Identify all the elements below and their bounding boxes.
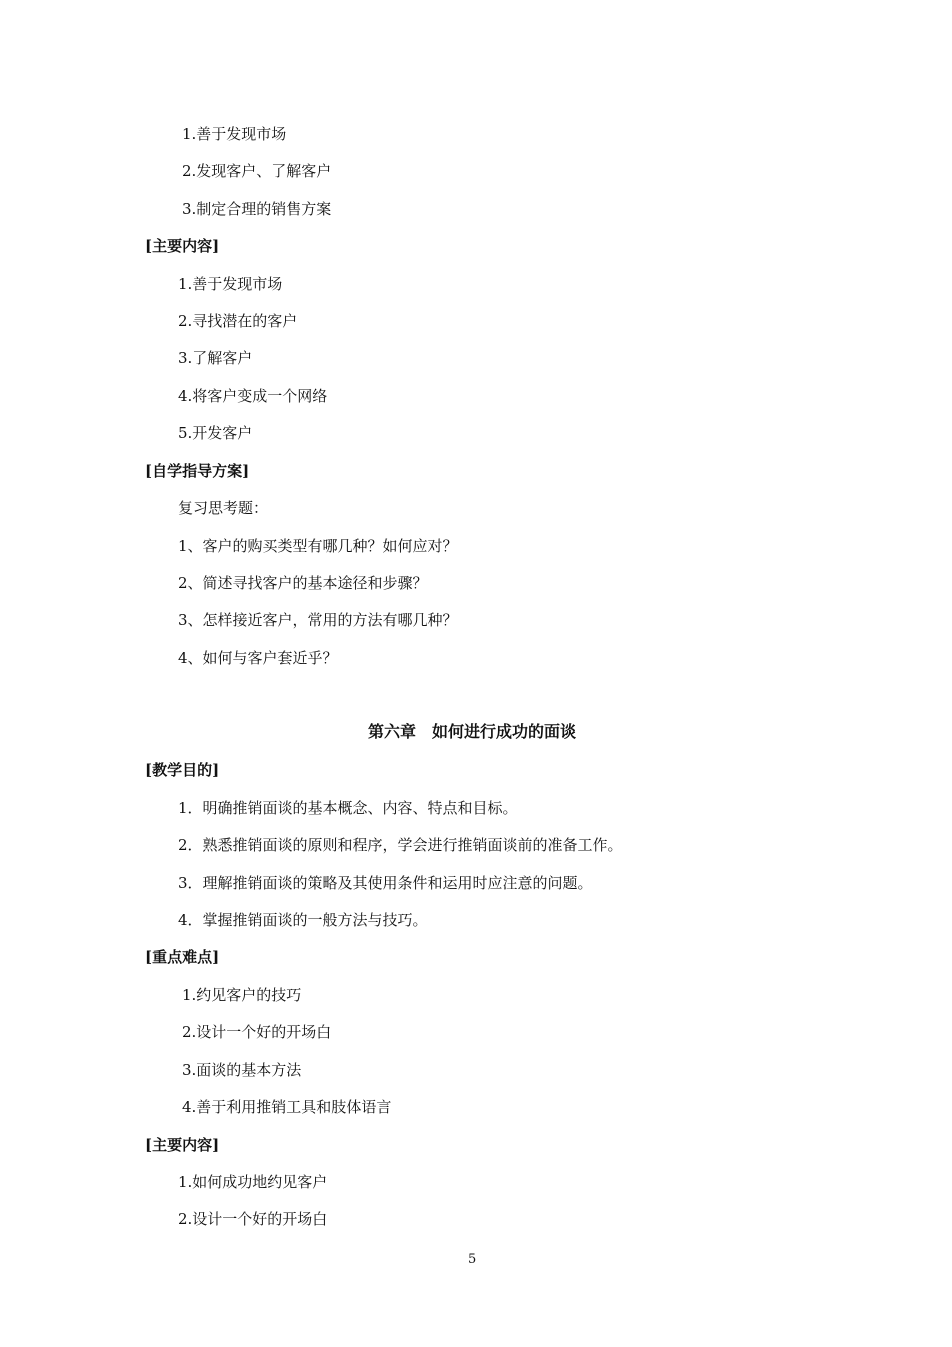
- chapter6-content-heading: [主要内容]: [145, 1136, 220, 1154]
- content-item-1: 1.善于发现市场: [178, 275, 283, 293]
- goal-item-2: 2.发现客户、了解客户: [182, 162, 332, 180]
- teaching-purpose-item-3: 3．理解推销面谈的策略及其使用条件和运用时应注意的问题。: [178, 874, 593, 892]
- teaching-purpose-heading: [教学目的]: [145, 761, 220, 779]
- review-label: 复习思考题：: [178, 499, 269, 517]
- key-point-item-1: 1.约见客户的技巧: [182, 986, 302, 1004]
- review-question-3: 3、怎样接近客户，常用的方法有哪几种？: [178, 611, 458, 629]
- review-question-1: 1、客户的购买类型有哪几种？如何应对？: [178, 537, 458, 555]
- key-points-heading: [重点难点]: [145, 948, 220, 966]
- key-point-item-3: 3.面谈的基本方法: [182, 1061, 302, 1079]
- chapter6-content-item-1: 1.如何成功地约见客户: [178, 1173, 328, 1191]
- chapter-title: 第六章 如何进行成功的面谈: [368, 722, 577, 741]
- review-question-2: 2、简述寻找客户的基本途径和步骤？: [178, 574, 428, 592]
- page-number: 5: [468, 1252, 477, 1267]
- chapter6-content-item-2: 2.设计一个好的开场白: [178, 1210, 328, 1228]
- review-question-4: 4、如何与客户套近乎？: [178, 649, 338, 667]
- teaching-purpose-item-4: 4．掌握推销面谈的一般方法与技巧。: [178, 911, 428, 929]
- section1-content-heading: [主要内容]: [145, 237, 220, 255]
- teaching-purpose-item-1: 1．明确推销面谈的基本概念、内容、特点和目标。: [178, 799, 518, 817]
- content-item-3: 3.了解客户: [178, 349, 253, 367]
- goal-item-1: 1.善于发现市场: [182, 125, 287, 143]
- content-item-4: 4.将客户变成一个网络: [178, 387, 328, 405]
- goal-item-3: 3.制定合理的销售方案: [182, 200, 332, 218]
- teaching-purpose-item-2: 2．熟悉推销面谈的原则和程序，学会进行推销面谈前的准备工作。: [178, 836, 623, 854]
- key-point-item-2: 2.设计一个好的开场白: [182, 1023, 332, 1041]
- selfstudy-heading: [自学指导方案]: [145, 462, 250, 480]
- key-point-item-4: 4.善于利用推销工具和肢体语言: [182, 1098, 392, 1116]
- content-item-2: 2.寻找潜在的客户: [178, 312, 298, 330]
- content-item-5: 5.开发客户: [178, 424, 253, 442]
